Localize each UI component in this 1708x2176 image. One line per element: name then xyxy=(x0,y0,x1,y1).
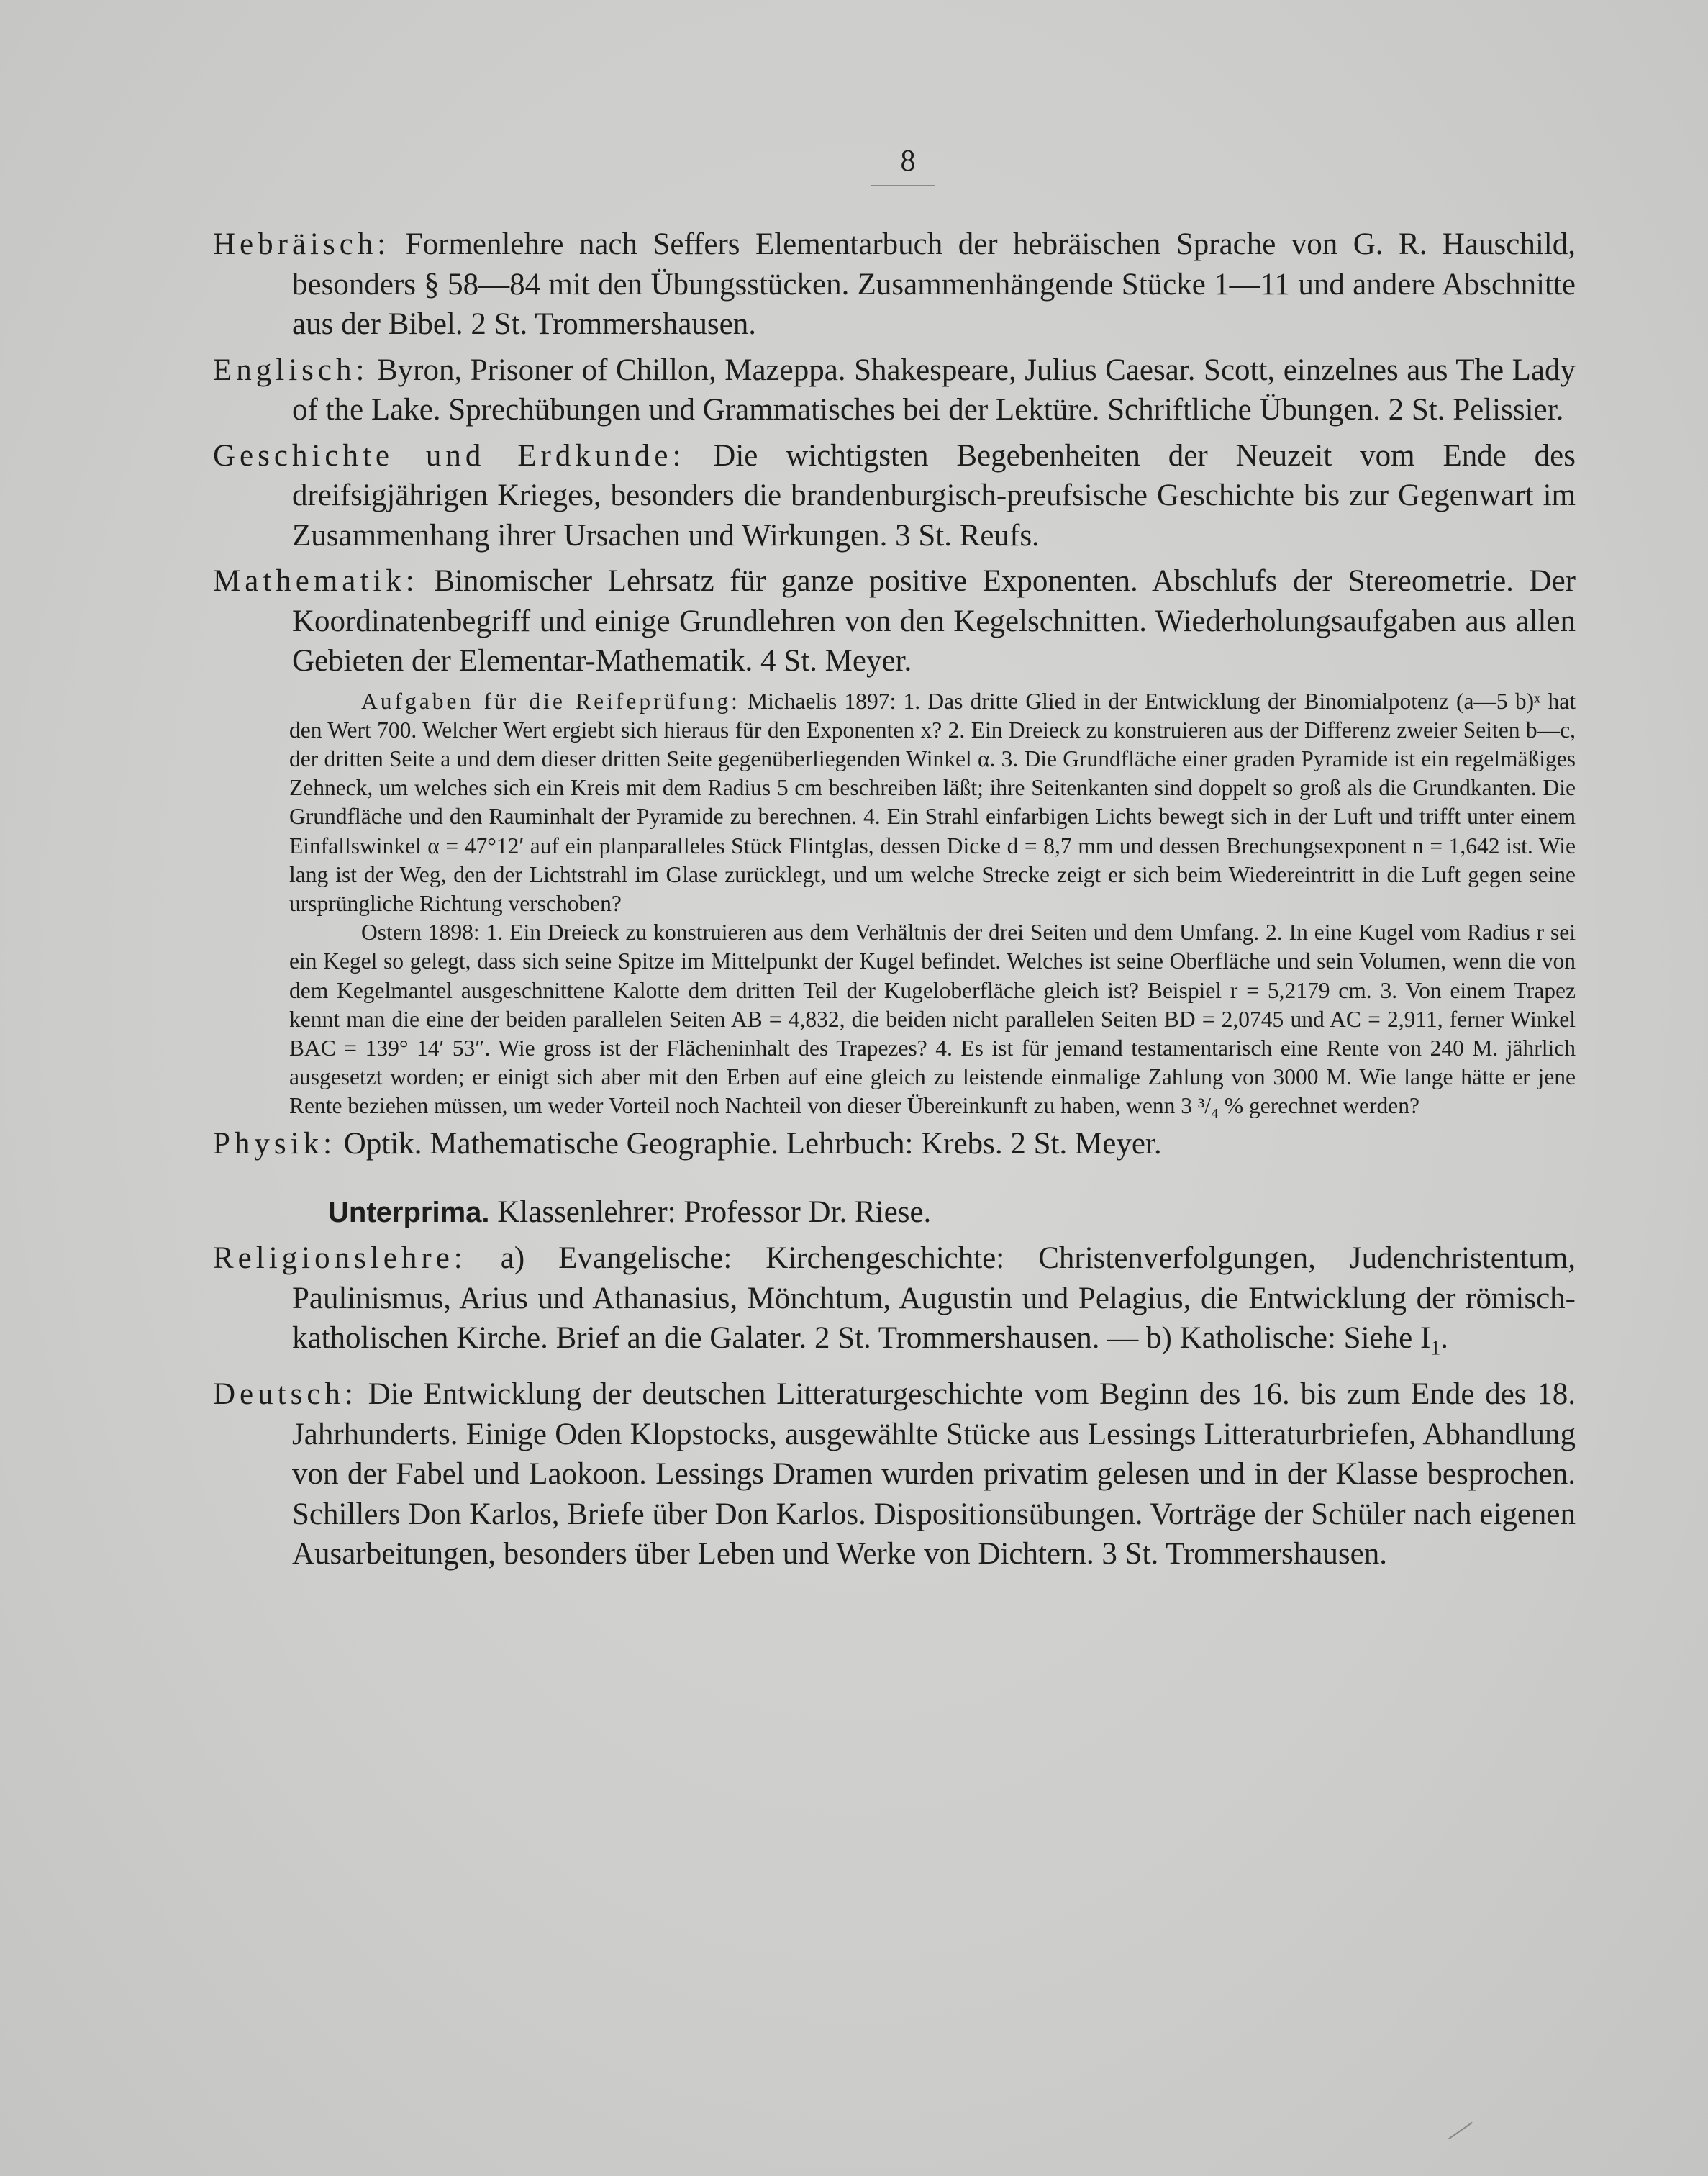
subject-label: Religionslehre: xyxy=(213,1241,467,1276)
subject-label: Deutsch: xyxy=(213,1377,358,1412)
paper-mark xyxy=(1448,2122,1473,2140)
aufgaben-ostern: Ostern 1898: 1. Ein Dreieck zu konstruieren aus dem Verhältnis der drei Seiten und dem Umfang. 2. In eine Kugel vom Radius r sei ein Kegel so gelegt, dass sich seine Spitze im Mittelpunkt der Kugel befindet. Welches ist seine Oberfläche und sein Volumen, wenn die von dem Kegelmantel ausgeschnittene Kalotte dem dritten Teil der Kugeloberfläche gleich ist? Beispiel r = 5,2179 cm. 3. Von einem Trapez kennt man die eine der beiden parallelen Seiten AB = 4,832, die beiden nicht parallelen Seiten BD = 2,0745 und AC = 2,911, ferner Winkel BAC = 139° 14′ 53″. Wie gross ist der Flächeninhalt des Trapezes? 4. Es ist für jemand testamentarisch eine Rente von 240 M. jährlich ausgesetzt worden; er einigt sich aber mit den Erben auf eine gleich zu leistende einmalige Zahlung von 3000 M. Wie lange hätte er jene Rente beziehen müssen, um weder Vorteil noch Nachteil von dieser Übereinkunft zu haben, wenn 3 ³/₄ % gerechnet werden? xyxy=(289,920,1576,1119)
subject-label: Geschichte und Erdkunde: xyxy=(213,438,686,473)
entry-text: Die wichtigsten Begebenheiten der Neuzeit vom Ende des dreifsigjährigen Krieges, besonders die brandenburgisch-preufsische Geschichte bis zur Gegenwart im Zusammenhang ihrer Ursachen und Wirkungen. 3 St. Reufs. xyxy=(292,438,1576,553)
entry-text: Binomischer Lehrsatz für ganze positive Exponenten. Abschlufs der Stereometrie. Der Koordinatenbegriff und einige Grundlehren von den Kegelschnitten. Wiederholungsaufgaben aus allen Gebieten der Elementar-Mathematik. 4 St. Meyer. xyxy=(292,564,1576,678)
section-title-teacher: Klassenlehrer: Professor Dr. Riese. xyxy=(489,1195,932,1230)
entry-text: Formenlehre nach Seffers Elementarbuch der hebräischen Sprache von G. R. Hauschild, besonders § 58—84 mit den Übungsstücken. Zusammenhängende Stücke 1—11 und andere Abschnitte aus der Bibel. 2 St. Trommershausen. xyxy=(292,227,1576,341)
entry-text: a) Evangelische: Kirchengeschichte: Christenverfolgungen, Judenchristentum, Paulinismus, Arius und Athanasius, Mönchtum, Augustin und Pelagius, die Entwicklung der römisch-katholischen Kirche. Brief an die Galater. 2 St. Trommershausen. — b) Katholische: Siehe I xyxy=(292,1241,1576,1356)
entry-text: Die Entwicklung der deutschen Litteraturgeschichte vom Beginn des 16. bis zum Ende des 18. Jahrhunderts. Einige Oden Klopstocks, ausgewählte Stücke aus Lessings Litteraturbriefen, Abhandlung von der Fabel und Laokoon. Lessings Dramen wurden privatim gelesen und in der Klasse besprochen. Schillers Don Karlos, Briefe über Don Karlos. Dispositionsübungen. Vorträge der Schüler nach eigenen Ausarbeitungen, besonders über Leben und Werke von Dichtern. 3 St. Trommershausen. xyxy=(292,1377,1576,1572)
subject-label: Hebräisch: xyxy=(213,227,391,261)
entry-mathematik xyxy=(213,561,1576,681)
aufgaben-block xyxy=(213,687,1576,1121)
entry-text: Byron, Prisoner of Chillon, Mazeppa. Shakespeare, Julius Caesar. Scott, einzelnes aus The Lady of the Lake. Sprechübungen und Grammatisches bei der Lektüre. Schriftliche Übungen. 2 St. Pelissier. xyxy=(292,353,1576,427)
aufgaben-heading: Aufgaben für die Reifeprüfung: xyxy=(361,688,740,714)
subscript: 1 xyxy=(1430,1337,1441,1360)
entry-hebraeisch xyxy=(213,225,1576,345)
body-text xyxy=(213,225,1576,1580)
page-number: 8 xyxy=(900,145,916,178)
entry-text: Optik. Mathematische Geographie. Lehrbuch: Krebs. 2 St. Meyer. xyxy=(336,1126,1162,1161)
subject-label: Physik: xyxy=(213,1126,337,1161)
entry-text-end: . xyxy=(1440,1321,1449,1356)
page-number-rule xyxy=(871,185,935,186)
section-title-unterprima xyxy=(328,1192,1576,1233)
aufgaben-michaelis-text: Michaelis 1897: 1. Das dritte Glied in der Entwicklung der Binomialpotenz (a—5 b)ˣ hat den Wert 700. Welcher Wert ergiebt sich hieraus für den Exponenten x? 2. Ein Dreieck zu konstruieren aus der Differenz zweier Seiten b—c, der dritten Seite a und dem dieser dritten Seite gegenüberliegenden Winkel α. 3. Die Grundfläche einer graden Pyramide ist ein regelmäßiges Zehneck, um welches sich ein Kreis mit dem Radius 5 cm beschreiben läßt; ihre Seitenkanten sind doppelt so groß als die Grundkanten. Die Grundfläche und den Rauminhalt der Pyramide zu berechnen. 4. Ein Strahl einfarbigen Lichts bewegt sich in der Luft und trifft unter einem Einfallswinkel α = 47°12′ auf ein planparalleles Stück Flintglas, dessen Dicke d = 8,7 mm und dessen Brechungsexponent n = 1,642 ist. Wie lang ist der Weg, den der Lichtstrahl im Glase zurücklegt, und um welche Strecke zeigt er sich beim Wiedereintritt in die Luft gegen seine ursprüngliche Richtung verschoben? xyxy=(289,688,1576,916)
entry-physik xyxy=(213,1124,1576,1164)
entry-englisch xyxy=(213,350,1576,430)
entry-geschichte xyxy=(213,436,1576,556)
entry-religionslehre xyxy=(213,1238,1576,1369)
entry-deutsch xyxy=(213,1374,1576,1574)
subject-label: Mathematik: xyxy=(213,564,419,598)
subject-label: Englisch: xyxy=(213,353,369,387)
aufgaben-michaelis xyxy=(289,687,1576,919)
section-title-label: Unterprima. xyxy=(328,1197,490,1229)
